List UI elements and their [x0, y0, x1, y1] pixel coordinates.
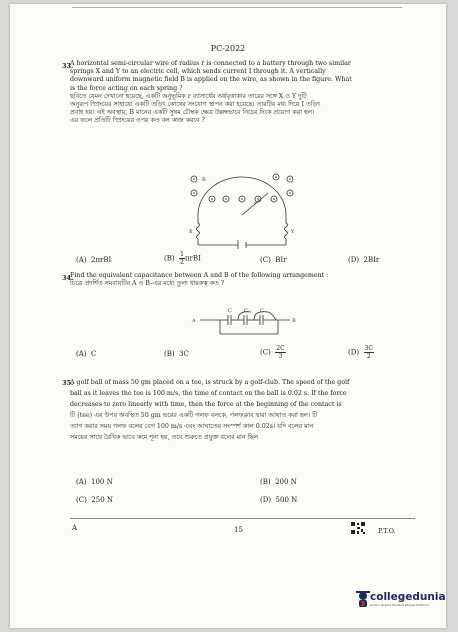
option-label: (B) — [260, 478, 271, 486]
fraction: $\frac{3C}{2}$ — [364, 345, 373, 360]
q34-text — [70, 272, 415, 288]
q34-option-d[interactable] — [348, 345, 374, 360]
q33-option-b[interactable] — [164, 251, 201, 266]
option-label: (A) — [76, 350, 87, 358]
option-label: (D) — [348, 348, 360, 357]
q34-bn-line1: চিত্রে প্রদর্শিত সমবায়টির A ও B–এর মধ্যে তুল্য ধারকত্ব কত ? — [70, 280, 225, 288]
option-value: 500 N — [275, 496, 298, 504]
fig-label-r: r — [254, 201, 257, 207]
fig-label-c3: C — [260, 308, 264, 314]
q33-en-line1: A horizontal semi-circular wire of radius r is connected to a battery through two similar — [70, 60, 351, 67]
option-label: (A) — [76, 478, 87, 486]
q34-option-b[interactable] — [164, 350, 189, 358]
q35-option-d[interactable] — [260, 496, 297, 504]
fig-label-c1: C — [228, 308, 232, 314]
fig-label-c2: C — [244, 308, 248, 314]
graduate-logo-icon — [356, 590, 370, 608]
pto-label: P.T.O. — [378, 527, 396, 535]
q34-option-c[interactable] — [260, 345, 286, 360]
option-value: 100 N — [90, 478, 113, 486]
footer-rule — [70, 518, 415, 519]
q33-option-c[interactable] — [260, 256, 287, 264]
q33-bn-line3: প্রবাহ হয়। এই অবস্থায়, B মানের একটি সুষম চৌম্বক ক্ষেত্র উল্লম্বভাবে নিচের দিকে প্রয়োগ করা হল। — [70, 109, 315, 117]
fig-label-b: B — [202, 177, 206, 183]
option-label: (C) — [76, 496, 87, 504]
option-label: (D) — [348, 256, 360, 264]
q33-bn-line4: এর ফলে প্রতিটি স্প্রিংয়ের ওপর কত বল কাজ করবে ? — [70, 117, 205, 125]
option-value: C — [90, 350, 97, 358]
option-label: (C) — [260, 256, 271, 264]
fig-label-b: B — [292, 318, 296, 324]
option-value: 3C — [179, 350, 189, 358]
top-rule — [72, 7, 402, 8]
option-value: 2πrBI — [90, 256, 112, 264]
q33-bn-line1: ছবিতে যেমন দেখানো হয়েছে, একটি অনুভূমিক r ব্যাসার্ধের অর্ধবৃত্তাকার তারের সঙ্গে X ও Y দুটি — [70, 92, 307, 100]
brand-tagline: India's largest Student Review Platform — [370, 603, 430, 607]
option-value: BIr — [275, 256, 287, 264]
page-number: 15 — [234, 526, 243, 534]
collegedunia-watermark — [356, 590, 446, 608]
option-value: πrBI — [184, 254, 201, 263]
q35-en-line3: decreases to zero linearly with time, then the force at the beginning of the contact is — [70, 401, 342, 408]
exam-page — [10, 4, 446, 628]
qr-code-icon — [350, 521, 366, 535]
q34-option-a[interactable] — [76, 350, 96, 358]
q34-figure — [190, 300, 302, 340]
q35-option-a[interactable] — [76, 478, 113, 486]
q35-text — [70, 377, 415, 443]
option-label: (A) — [76, 256, 87, 264]
q35-bn-line1: টি (tee) এর উপর অবস্থিত 50 gm ভরের একটি গলফ বলকে, গলফক্লাব দ্বারা আঘাত করা হল। টি — [70, 412, 318, 419]
q33-option-d[interactable] — [348, 256, 379, 264]
q35-option-c[interactable] — [76, 496, 113, 504]
fig-label-a: A — [192, 318, 196, 324]
q35-en-line1: A golf ball of mass 50 gm placed on a tee, is struck by a golf-club. The speed of the golf — [70, 379, 350, 386]
q35-bn-line2: ত্যাগ করার সময় গলফ বলের বেগ 100 m/s এবং আঘাতের সংস্পর্শ কাল 0.02s। যদি বলের মান — [70, 423, 314, 430]
paper-code: PC-2022 — [210, 44, 246, 53]
option-label: (D) — [260, 496, 272, 504]
option-value: 200 N — [275, 478, 297, 486]
option-value: 250 N — [91, 496, 113, 504]
option-value: 2BIr — [363, 256, 380, 264]
footer-set: A — [72, 524, 78, 532]
q33-text — [70, 60, 415, 126]
q35-bn-line3: সময়ের সাথে রৈখিক ভাবে কমে শূন্য হয়, তবে শুরুতে প্রযুক্ত বলের মান ছিল — [70, 434, 258, 441]
q35-number: 35. — [62, 379, 74, 387]
q34-en-line1: Find the equivalent capacitance between A and B of the following arrangement : — [70, 272, 329, 279]
q33-en-line2: springs X and Y to an electric cell, which sends current I through it. A vertically — [70, 68, 326, 76]
q33-en-line4: is the force acting on each spring ? — [70, 84, 183, 92]
q33-number: 33. — [62, 62, 74, 70]
q35-en-line2: ball as it leaves the tee is 100 m/s, the time of contact on the ball is 0.02 s. If the force — [70, 390, 347, 397]
q33-bn-line2: অনুরূপ স্প্রিংয়ের সাহায্যে একটি তড়িৎ কোষের সংযোগ স্থাপন করা হয়েছে। তারটির মধ্য দিয়ে I তড়িৎ — [70, 101, 321, 109]
fraction: $\frac{2C}{3}$ — [276, 345, 285, 360]
option-label: (C) — [260, 348, 271, 357]
q35-option-b[interactable] — [260, 478, 297, 486]
q33-figure — [188, 169, 298, 249]
q33-option-a[interactable] — [76, 256, 111, 264]
option-label: (B) — [164, 350, 175, 358]
brand-text — [370, 591, 446, 607]
option-label: (B) — [164, 254, 175, 263]
q34-number: 34. — [62, 274, 74, 282]
fraction: $\frac{1}{2}$ — [180, 251, 184, 266]
fig-label-x: X — [189, 229, 193, 235]
brand-name: collegedunia — [370, 591, 446, 603]
fig-label-y: Y — [291, 229, 295, 235]
q33-en-line3: downward uniform magnetic field B is applied on the wire, as shown in the figure. What — [70, 76, 352, 84]
